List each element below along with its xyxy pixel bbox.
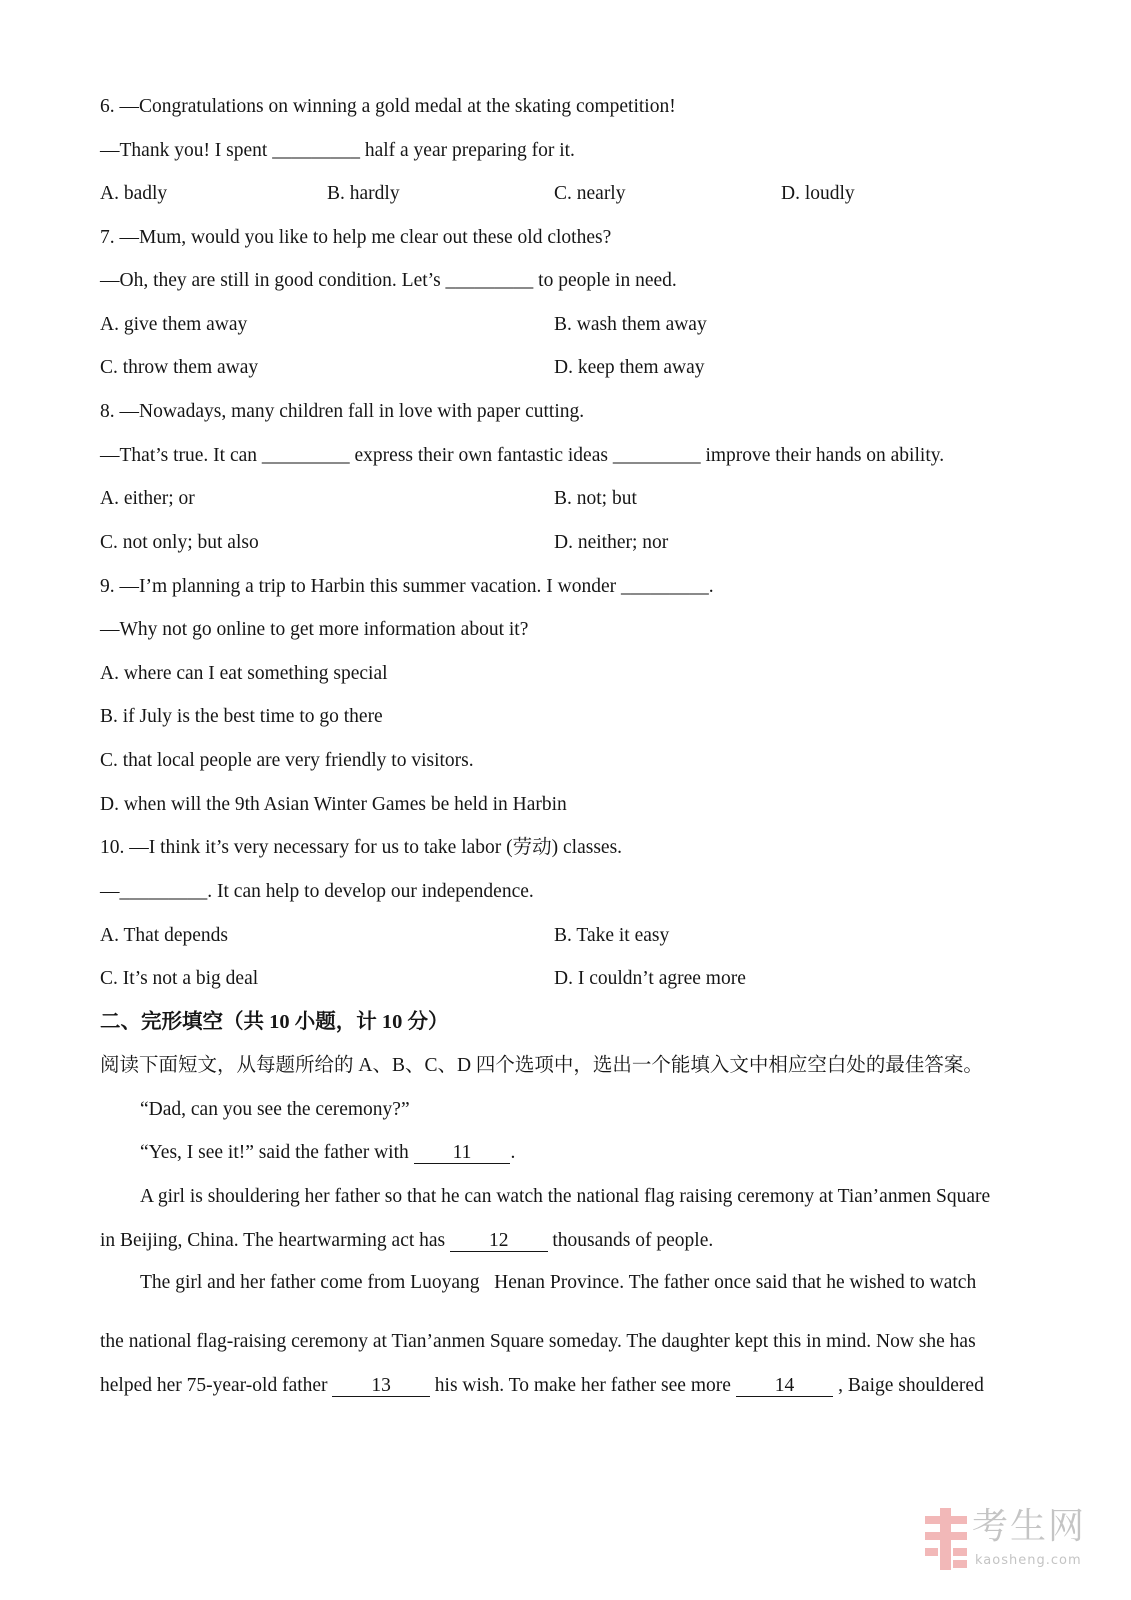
q8-option-b: B. not; but	[554, 488, 637, 509]
q7-option-b: B. wash them away	[554, 314, 707, 335]
blank-14: 14	[736, 1375, 834, 1397]
q6-option-d: D. loudly	[781, 183, 855, 204]
q6-reply: —Thank you! I spent _________ half a year preparing for it.	[100, 140, 575, 161]
q8-reply: —That’s true. It can _________ express their own fantastic ideas _________ improve their hands on ability.	[100, 445, 945, 466]
passage-text: helped her 75-year-old father	[100, 1375, 333, 1396]
q10-option-a: A. That depends	[100, 925, 228, 946]
q10-stem: 10. —I think it’s very necessary for us to take labor (劳动) classes.	[100, 837, 623, 858]
kaosheng-logo-icon	[925, 1508, 967, 1570]
q9-option-c: C. that local people are very friendly to visitors.	[100, 750, 474, 771]
q10-option-b: B. Take it easy	[554, 925, 670, 946]
q9-option-a: A. where can I eat something special	[100, 663, 388, 684]
q10-option-d: D. I couldn’t agree more	[554, 968, 746, 989]
passage-line-3: A girl is shouldering her father so that he can watch the national flag raising ceremony at Tian’anmen Square	[140, 1186, 991, 1207]
passage-text: .	[510, 1142, 516, 1163]
section-instruction: 阅读下面短文，从每题所给的 A、B、C、D 四个选项中，选出一个能填入文中相应空白处的最佳答案。	[100, 1055, 983, 1076]
q7-reply: —Oh, they are still in good condition. Let’s _________ to people in need.	[100, 270, 677, 291]
q9-stem: 9. —I’m planning a trip to Harbin this summer vacation. I wonder _________.	[100, 576, 714, 597]
q8-option-a: A. either; or	[100, 488, 195, 509]
passage-line-7	[100, 1374, 984, 1398]
q6-options	[100, 182, 1008, 206]
watermark-url: kaosheng.com	[975, 1553, 1082, 1568]
q10-options-row-2	[100, 967, 1008, 991]
q6-stem: 6. —Congratulations on winning a gold medal at the skating competition!	[100, 96, 676, 117]
passage-text: in Beijing, China. The heartwarming act has	[100, 1230, 451, 1251]
blank-13: 13	[332, 1375, 430, 1397]
q7-option-a: A. give them away	[100, 314, 248, 335]
q9-reply: —Why not go online to get more information about it?	[100, 619, 529, 640]
passage-line-6: the national flag-raising ceremony at Tian’anmen Square someday. The daughter kept this in mind. Now she has	[100, 1331, 976, 1352]
passage-line-1: “Dad, can you see the ceremony?”	[140, 1099, 410, 1120]
passage-text: thousands of people.	[547, 1230, 714, 1251]
q7-option-c: C. throw them away	[100, 357, 259, 378]
q7-options-row-2	[100, 356, 1008, 380]
q7-options-row-1	[100, 313, 1008, 337]
passage-line-2	[140, 1141, 515, 1165]
passage-text: his wish. To make her father see more	[429, 1375, 736, 1396]
q8-option-c: C. not only; but also	[100, 532, 259, 553]
q7-option-d: D. keep them away	[554, 357, 705, 378]
q7-stem: 7. —Mum, would you like to help me clear out these old clothes?	[100, 227, 612, 248]
q10-reply: —_________. It can help to develop our independence.	[100, 881, 534, 902]
q8-options-row-1	[100, 487, 1008, 511]
q9-option-b: B. if July is the best time to go there	[100, 706, 383, 727]
passage-text: “Yes, I see it!” said the father with	[140, 1142, 414, 1163]
q9-option-d: D. when will the 9th Asian Winter Games be held in Harbin	[100, 794, 567, 815]
blank-11: 11	[414, 1142, 511, 1164]
q6-option-c: C. nearly	[554, 183, 626, 204]
passage-line-4	[100, 1229, 713, 1253]
passage-text: , Baige shouldered	[833, 1375, 984, 1396]
q10-option-c: C. It’s not a big deal	[100, 968, 259, 989]
blank-12: 12	[450, 1230, 548, 1252]
q10-options-row-1	[100, 924, 1008, 948]
watermark	[925, 1505, 1090, 1573]
q8-stem: 8. —Nowadays, many children fall in love with paper cutting.	[100, 401, 585, 422]
q6-option-a: A. badly	[100, 183, 168, 204]
section-heading: 二、完形填空（共 10 小题，计 10 分）	[100, 1011, 449, 1033]
q8-option-d: D. neither; nor	[554, 532, 669, 553]
q6-option-b: B. hardly	[327, 183, 400, 204]
q8-options-row-2	[100, 531, 1008, 555]
passage-line-5: The girl and her father come from Luoyang Henan Province. The father once said that he wished to watch	[140, 1272, 977, 1293]
watermark-brand: 考生网	[972, 1506, 1087, 1547]
